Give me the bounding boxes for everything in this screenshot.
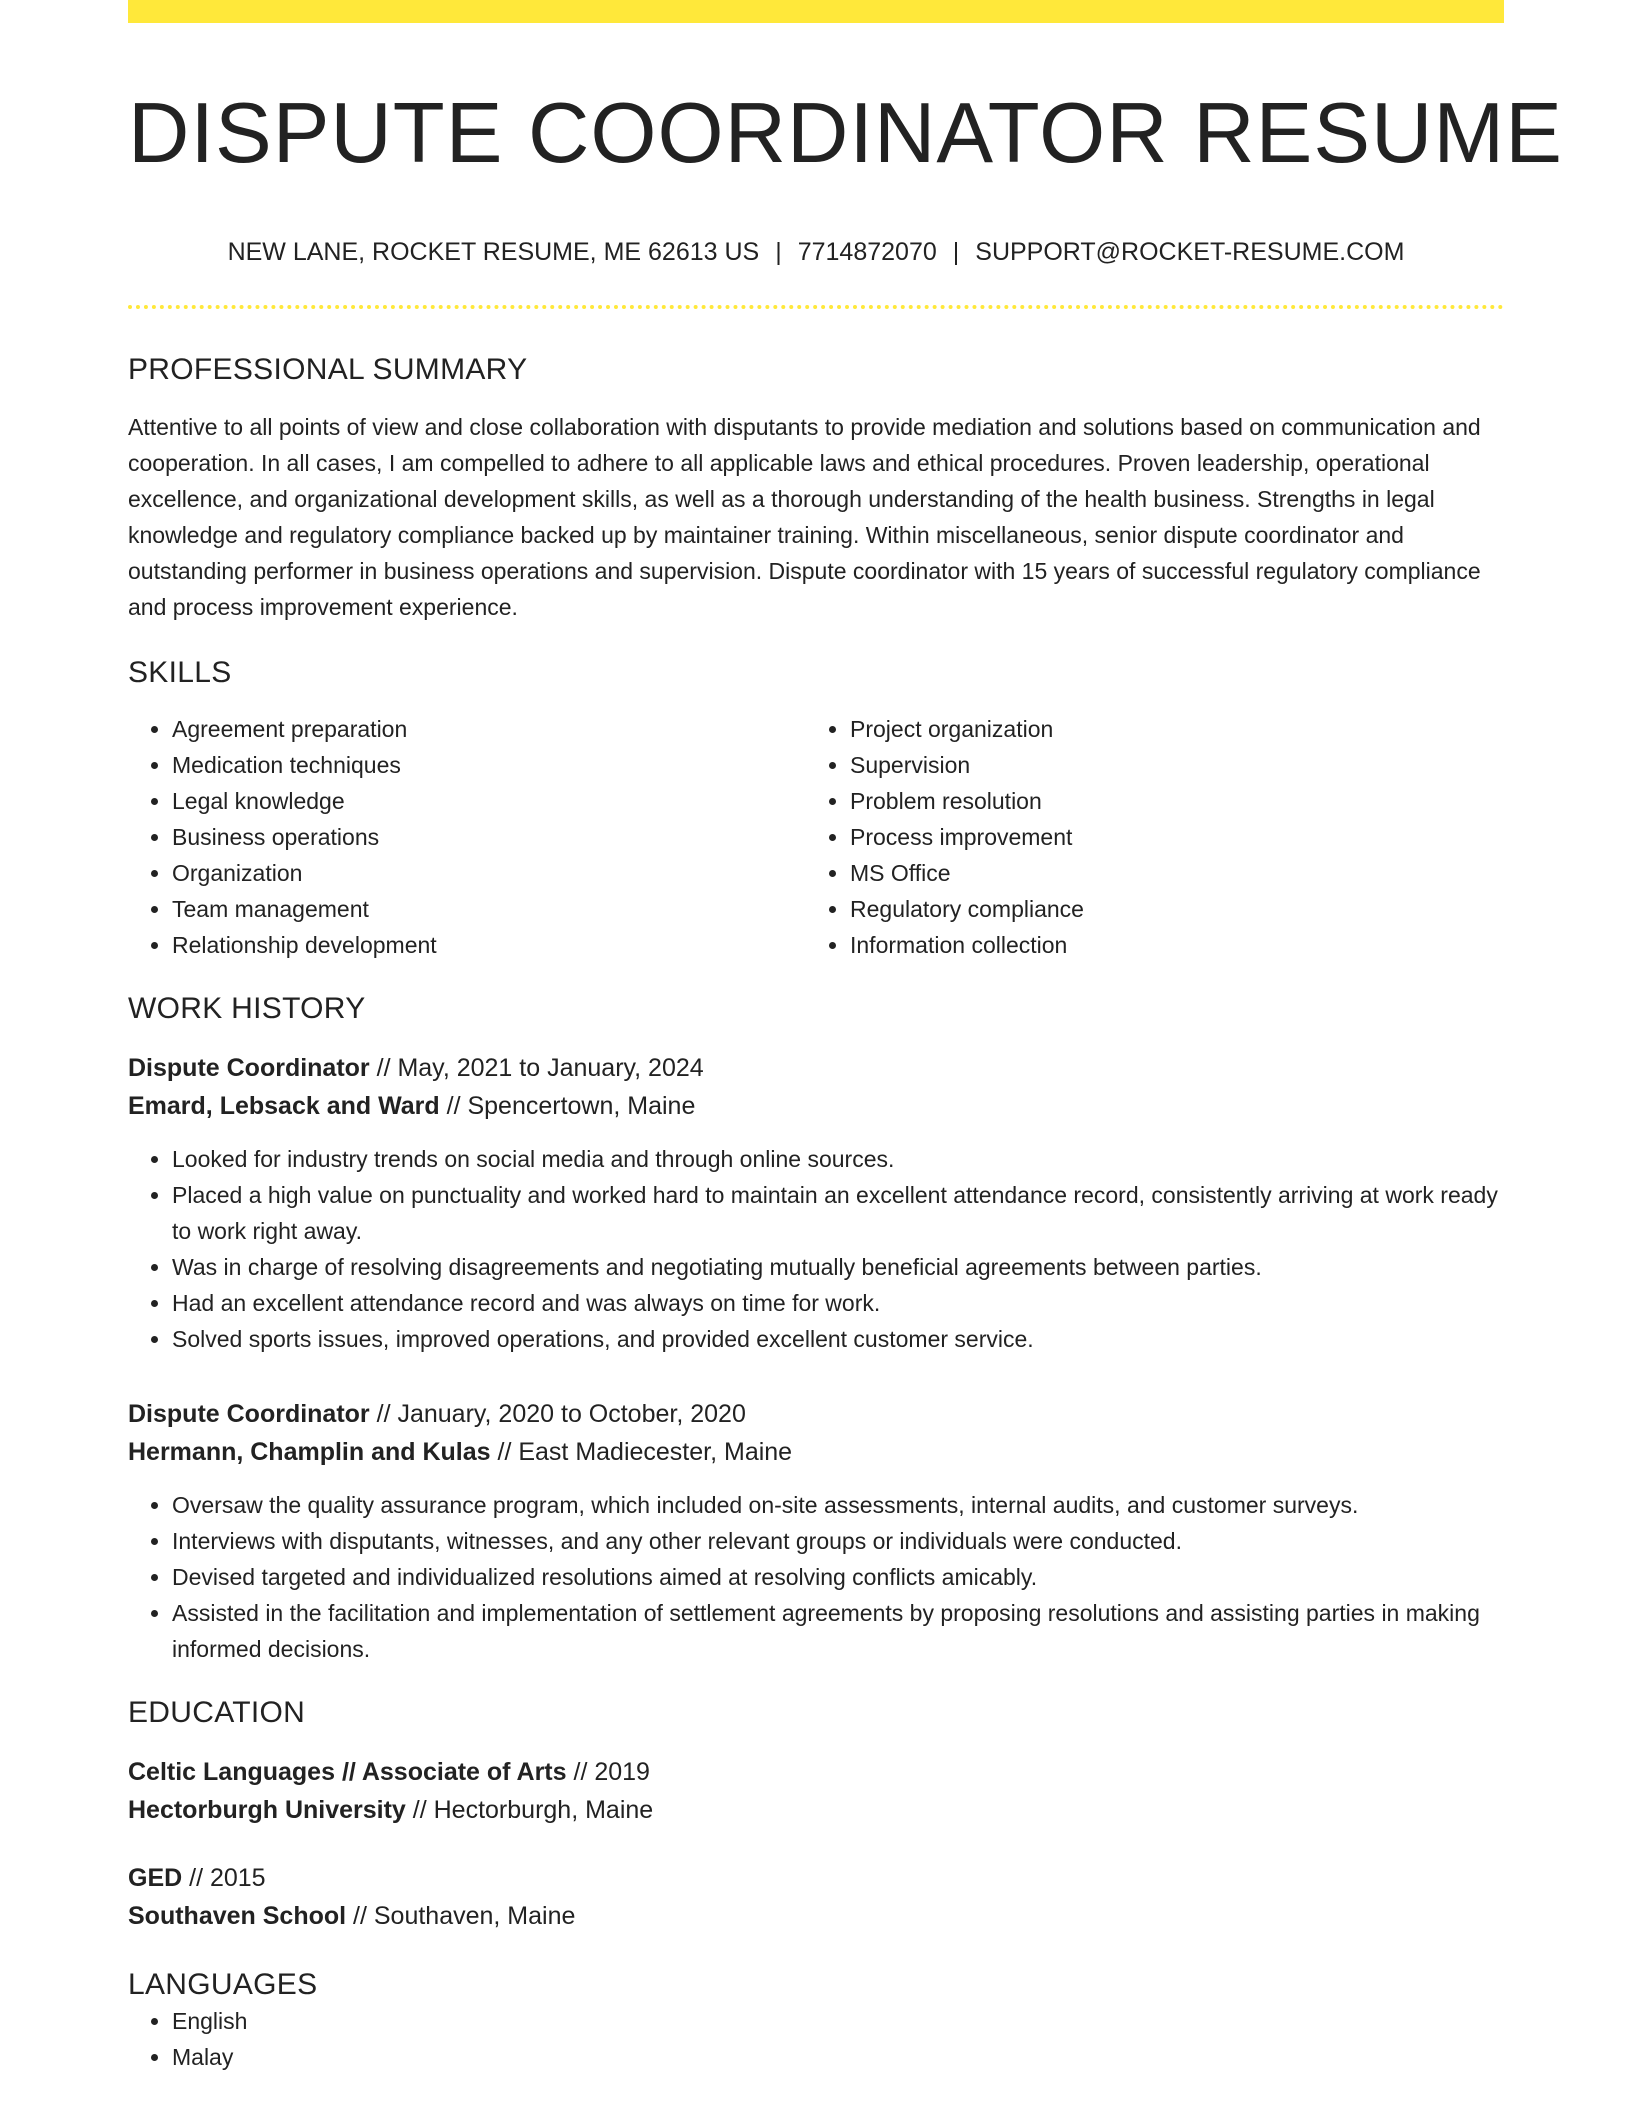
skill-item: • Agreement preparation bbox=[172, 711, 806, 747]
degree-line bbox=[128, 1753, 1504, 1791]
language-item: • Malay bbox=[172, 2039, 1504, 2075]
job-bullet: • Devised targeted and individualized resolutions aimed at resolving conflicts amicably. bbox=[172, 1559, 1504, 1595]
contact-address: NEW LANE, ROCKET RESUME, ME 62613 US bbox=[227, 238, 760, 266]
job-title-line bbox=[128, 1049, 1504, 1087]
skill-item: • Organization bbox=[172, 855, 806, 891]
contact-separator: | bbox=[775, 238, 782, 266]
job-bullet: • Looked for industry trends on social media and through online sources. bbox=[172, 1141, 1504, 1177]
skills-list-right bbox=[806, 711, 1484, 963]
degree-line bbox=[128, 1859, 1504, 1897]
job-bullets bbox=[128, 1487, 1504, 1667]
accent-top-bar bbox=[128, 0, 1504, 23]
skills-heading: SKILLS bbox=[128, 656, 232, 689]
school-location: // Southaven, Maine bbox=[346, 1902, 576, 1930]
contact-phone: 7714872070 bbox=[797, 238, 937, 266]
job-entry bbox=[128, 1395, 1504, 1667]
school-line bbox=[128, 1897, 1504, 1935]
skill-item: • Problem resolution bbox=[850, 783, 1484, 819]
skill-item: • Team management bbox=[172, 891, 806, 927]
education-entry bbox=[128, 1859, 1504, 1935]
skills-list-left bbox=[128, 711, 806, 963]
job-bullet: • Interviews with disputants, witnesses, and any other relevant groups or individuals were conducted. bbox=[172, 1523, 1504, 1559]
degree: GED bbox=[128, 1864, 183, 1892]
job-bullet: • Solved sports issues, improved operations, and provided excellent customer service. bbox=[172, 1321, 1504, 1357]
job-company-line bbox=[128, 1433, 1504, 1471]
contact-email: SUPPORT@ROCKET-RESUME.COM bbox=[975, 238, 1405, 266]
school-line bbox=[128, 1791, 1504, 1829]
languages-heading: LANGUAGES bbox=[128, 1968, 318, 2001]
skill-item: • Legal knowledge bbox=[172, 783, 806, 819]
skill-item: • Regulatory compliance bbox=[850, 891, 1484, 927]
contact-line bbox=[128, 237, 1504, 267]
skill-item: • Supervision bbox=[850, 747, 1484, 783]
school-location: // Hectorburgh, Maine bbox=[405, 1796, 654, 1824]
skills-column-left bbox=[128, 711, 806, 963]
job-title: Dispute Coordinator bbox=[128, 1054, 370, 1082]
job-company: Emard, Lebsack and Ward bbox=[128, 1092, 440, 1120]
skill-item: • Business operations bbox=[172, 819, 806, 855]
education-entry bbox=[128, 1753, 1504, 1829]
skill-item: • MS Office bbox=[850, 855, 1484, 891]
job-location: // Spencertown, Maine bbox=[439, 1092, 696, 1120]
skill-item: • Medication techniques bbox=[172, 747, 806, 783]
job-bullet: • Assisted in the facilitation and implementation of settlement agreements by proposing resolutions and assisting parties in making informed decisions. bbox=[172, 1595, 1504, 1667]
job-location: // East Madiecester, Maine bbox=[490, 1438, 793, 1466]
degree: Celtic Languages // Associate of Arts bbox=[128, 1758, 567, 1786]
skill-item: • Information collection bbox=[850, 927, 1484, 963]
summary-text: Attentive to all points of view and close collaboration with disputants to provide mediation and solutions based on communication and cooperation. In all cases, I am compelled to adhere to all applicable laws and ethical procedures. Proven leadership, operational excellence, and organizational development skills, as well as a thorough understanding of the health business. Strengths in legal knowledge and regulatory compliance backed up by maintainer training. Within miscellaneous, senior dispute coordinator and outstanding performer in business operations and supervision. Dispute coordinator with 15 years of successful regulatory compliance and process improvement experience. bbox=[128, 414, 1481, 620]
skills-column-right bbox=[806, 711, 1484, 963]
resume-title: DISPUTE COORDINATOR RESUME bbox=[128, 86, 1563, 181]
skill-item: • Project organization bbox=[850, 711, 1484, 747]
job-title: Dispute Coordinator bbox=[128, 1400, 370, 1428]
resume-page bbox=[128, 0, 1563, 2075]
job-dates: // May, 2021 to January, 2024 bbox=[369, 1054, 704, 1082]
degree-year: // 2015 bbox=[182, 1864, 266, 1892]
school: Southaven School bbox=[128, 1902, 347, 1930]
language-item: • English bbox=[172, 2003, 1504, 2039]
job-entry bbox=[128, 1049, 1504, 1357]
summary-heading: PROFESSIONAL SUMMARY bbox=[128, 353, 528, 386]
job-bullet: • Placed a high value on punctuality and worked hard to maintain an excellent attendance record, consistently arriving at work ready to work right away. bbox=[172, 1177, 1504, 1249]
job-company: Hermann, Champlin and Kulas bbox=[128, 1438, 491, 1466]
job-company-line bbox=[128, 1087, 1504, 1125]
skill-item: • Process improvement bbox=[850, 819, 1484, 855]
job-dates: // January, 2020 to October, 2020 bbox=[369, 1400, 746, 1428]
education-heading: EDUCATION bbox=[128, 1696, 306, 1729]
job-bullet: • Was in charge of resolving disagreements and negotiating mutually beneficial agreements between parties. bbox=[172, 1249, 1504, 1285]
degree-year: // 2019 bbox=[566, 1758, 650, 1786]
contact-separator: | bbox=[952, 238, 960, 266]
languages-list bbox=[128, 2003, 1504, 2075]
work-history-heading: WORK HISTORY bbox=[128, 992, 366, 1025]
job-bullet: • Oversaw the quality assurance program, which included on-site assessments, internal audits, and customer surveys. bbox=[172, 1487, 1504, 1523]
dotted-divider bbox=[128, 305, 1504, 309]
skill-item: • Relationship development bbox=[172, 927, 806, 963]
school: Hectorburgh University bbox=[128, 1796, 406, 1824]
job-bullets bbox=[128, 1141, 1504, 1357]
job-title-line bbox=[128, 1395, 1504, 1433]
skills-grid bbox=[128, 711, 1504, 963]
job-bullet: • Had an excellent attendance record and was always on time for work. bbox=[172, 1285, 1504, 1321]
